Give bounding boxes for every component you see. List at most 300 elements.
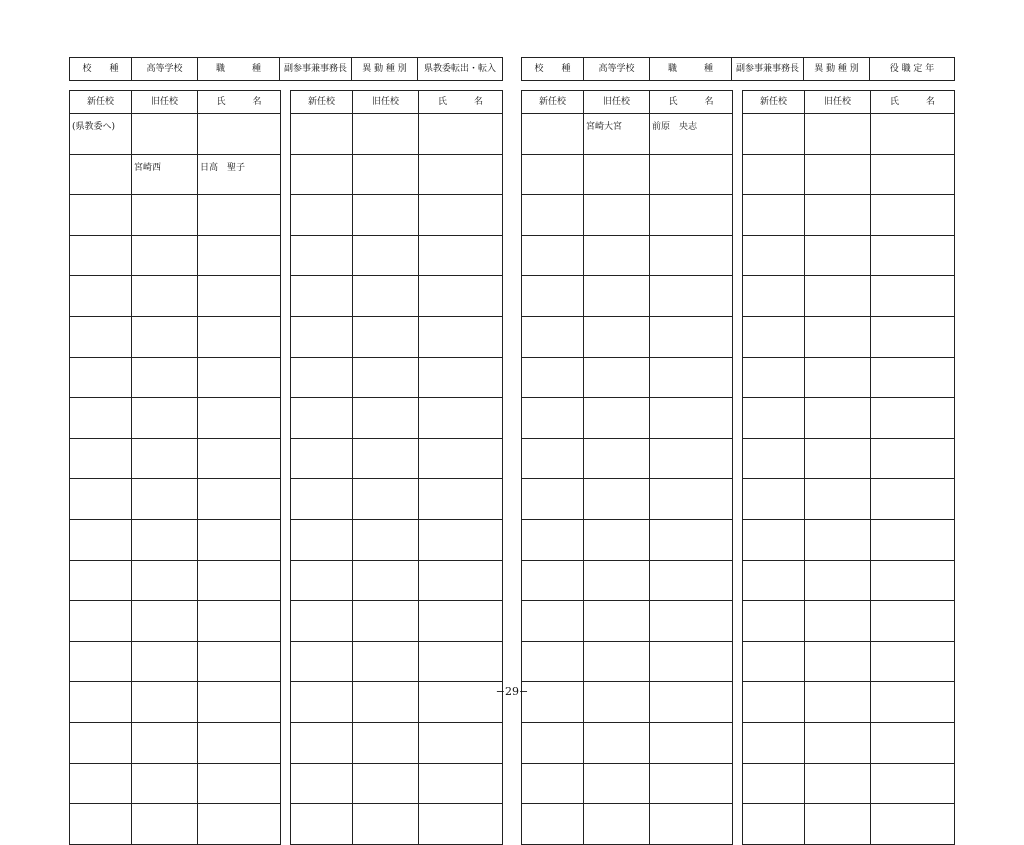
- old-school-cell: [805, 154, 871, 195]
- name-cell: [871, 641, 955, 682]
- table-row: [522, 519, 733, 560]
- new-school-cell: [70, 560, 132, 601]
- old-school-cell: [584, 316, 650, 357]
- name-cell: [419, 438, 503, 479]
- new-school-cell: [291, 114, 353, 155]
- name-cell: [871, 601, 955, 642]
- new-school-cell: [522, 722, 584, 763]
- old-school-cell: [353, 601, 419, 642]
- new-school-cell: [70, 357, 132, 398]
- new-school-cell: [522, 641, 584, 682]
- new-school-cell: [743, 195, 805, 236]
- old-school-cell: [132, 316, 198, 357]
- new-school-header: 新任校: [291, 91, 353, 114]
- new-school-cell: [522, 357, 584, 398]
- name-cell: [650, 601, 733, 642]
- old-school-cell: [353, 235, 419, 276]
- name-cell: [650, 154, 733, 195]
- name-cell: [650, 438, 733, 479]
- name-cell: [419, 316, 503, 357]
- old-school-cell: [353, 195, 419, 236]
- name-cell: 日高 聖子: [198, 154, 281, 195]
- table-row: [291, 641, 503, 682]
- new-school-cell: [291, 357, 353, 398]
- table-row: [743, 114, 955, 155]
- name-cell: [650, 316, 733, 357]
- old-school-cell: [805, 722, 871, 763]
- new-school-cell: [522, 235, 584, 276]
- transfer-type-value: 役 職 定 年: [870, 58, 955, 81]
- left-header-row: [70, 58, 503, 81]
- old-school-cell: [353, 114, 419, 155]
- new-school-cell: [743, 114, 805, 155]
- new-school-cell: [291, 398, 353, 439]
- table-row: [70, 479, 281, 520]
- table-row: [743, 154, 955, 195]
- name-cell: [871, 438, 955, 479]
- old-school-cell: [805, 763, 871, 804]
- old-school-cell: [805, 398, 871, 439]
- old-school-header: 旧任校: [132, 91, 198, 114]
- name-cell: [650, 763, 733, 804]
- old-school-header: 旧任校: [805, 91, 871, 114]
- new-school-cell: [291, 195, 353, 236]
- name-cell: [198, 722, 281, 763]
- table-row: [291, 763, 503, 804]
- school-type-label: 校 種: [70, 58, 132, 81]
- table-row: [291, 479, 503, 520]
- old-school-cell: [584, 763, 650, 804]
- old-school-cell: [132, 722, 198, 763]
- table-row: [70, 763, 281, 804]
- new-school-cell: [522, 316, 584, 357]
- name-cell: [871, 398, 955, 439]
- table-row: [743, 438, 955, 479]
- table-row: [743, 479, 955, 520]
- old-school-cell: [805, 276, 871, 317]
- table-row: [291, 804, 503, 845]
- new-school-cell: [743, 398, 805, 439]
- old-school-cell: [132, 519, 198, 560]
- new-school-header: 新任校: [70, 91, 132, 114]
- old-school-cell: [805, 438, 871, 479]
- table-row: [522, 438, 733, 479]
- name-cell: [650, 804, 733, 845]
- new-school-cell: [291, 722, 353, 763]
- new-school-cell: [291, 519, 353, 560]
- new-school-cell: [522, 276, 584, 317]
- transfer-type-label: 異 動 種 別: [804, 58, 870, 81]
- table-row: [522, 398, 733, 439]
- table-row: [743, 560, 955, 601]
- old-school-cell: [353, 154, 419, 195]
- table-row: [291, 438, 503, 479]
- column-header-row: [291, 91, 503, 114]
- new-school-cell: [291, 763, 353, 804]
- table-row: [743, 398, 955, 439]
- new-school-cell: [291, 154, 353, 195]
- old-school-cell: [353, 763, 419, 804]
- new-school-cell: [743, 560, 805, 601]
- table-row: [291, 560, 503, 601]
- old-school-cell: [584, 438, 650, 479]
- transfer-type-label: 異 動 種 別: [352, 58, 418, 81]
- old-school-cell: [584, 154, 650, 195]
- name-cell: [419, 276, 503, 317]
- table-row: [522, 601, 733, 642]
- new-school-cell: [70, 763, 132, 804]
- name-header: 氏 名: [650, 91, 733, 114]
- school-type-label: 校 種: [522, 58, 584, 81]
- job-type-value: 副参事兼事務長: [280, 58, 352, 81]
- table-row: [291, 316, 503, 357]
- old-school-cell: [805, 114, 871, 155]
- name-cell: [419, 804, 503, 845]
- name-cell: [419, 641, 503, 682]
- new-school-cell: [522, 195, 584, 236]
- old-school-cell: [132, 235, 198, 276]
- table-row: [291, 114, 503, 155]
- old-school-cell: [132, 479, 198, 520]
- new-school-cell: [70, 438, 132, 479]
- name-cell: [198, 195, 281, 236]
- left-header-table: [69, 57, 503, 81]
- new-school-cell: [743, 438, 805, 479]
- table-row: [522, 316, 733, 357]
- name-cell: [871, 316, 955, 357]
- table-row: [743, 641, 955, 682]
- table-row: [291, 722, 503, 763]
- table-row: [70, 114, 281, 155]
- name-cell: [871, 519, 955, 560]
- old-school-cell: [584, 804, 650, 845]
- personnel-table-4: [742, 90, 955, 845]
- new-school-cell: [522, 398, 584, 439]
- old-school-cell: [584, 519, 650, 560]
- old-school-header: 旧任校: [584, 91, 650, 114]
- new-school-cell: [743, 641, 805, 682]
- column-header-row: [522, 91, 733, 114]
- name-cell: [419, 235, 503, 276]
- new-school-cell: [522, 601, 584, 642]
- new-school-cell: [70, 276, 132, 317]
- table-row: [522, 479, 733, 520]
- name-cell: [419, 560, 503, 601]
- name-cell: [871, 722, 955, 763]
- name-cell: [871, 357, 955, 398]
- table-row: [743, 804, 955, 845]
- old-school-cell: [132, 114, 198, 155]
- new-school-cell: [291, 235, 353, 276]
- name-cell: [419, 763, 503, 804]
- new-school-cell: [70, 479, 132, 520]
- job-type-label: 職 種: [650, 58, 732, 81]
- name-cell: [198, 398, 281, 439]
- new-school-cell: [70, 519, 132, 560]
- table-row: [522, 195, 733, 236]
- old-school-cell: [805, 357, 871, 398]
- old-school-cell: [805, 316, 871, 357]
- old-school-cell: [132, 195, 198, 236]
- table-row: [522, 114, 733, 155]
- new-school-cell: [70, 722, 132, 763]
- name-cell: [650, 357, 733, 398]
- old-school-cell: [132, 398, 198, 439]
- table-row: [70, 560, 281, 601]
- name-header: 氏 名: [871, 91, 955, 114]
- name-cell: [198, 357, 281, 398]
- new-school-cell: (県教委へ): [70, 114, 132, 155]
- name-cell: [871, 114, 955, 155]
- school-type-value: 高等学校: [584, 58, 650, 81]
- table-row: [70, 235, 281, 276]
- new-school-cell: [70, 195, 132, 236]
- old-school-cell: [353, 804, 419, 845]
- old-school-cell: [584, 479, 650, 520]
- table-row: [70, 438, 281, 479]
- right-header-table: [521, 57, 955, 81]
- old-school-cell: [805, 601, 871, 642]
- old-school-cell: 宮崎大宮: [584, 114, 650, 155]
- table-row: [522, 641, 733, 682]
- table-row: [70, 357, 281, 398]
- table-row: [291, 235, 503, 276]
- job-type-label: 職 種: [198, 58, 280, 81]
- name-cell: [198, 114, 281, 155]
- old-school-cell: [132, 804, 198, 845]
- new-school-cell: [743, 357, 805, 398]
- name-cell: [198, 479, 281, 520]
- new-school-cell: [70, 804, 132, 845]
- new-school-cell: [743, 804, 805, 845]
- new-school-cell: [522, 763, 584, 804]
- column-header-row: [743, 91, 955, 114]
- name-cell: [419, 114, 503, 155]
- table-row: [70, 398, 281, 439]
- table-row: [522, 722, 733, 763]
- table-row: [743, 195, 955, 236]
- old-school-cell: [584, 560, 650, 601]
- table-row: [70, 276, 281, 317]
- table-row: [70, 195, 281, 236]
- table-row: [70, 154, 281, 195]
- name-cell: 前原 央志: [650, 114, 733, 155]
- old-school-cell: [132, 641, 198, 682]
- name-cell: [871, 235, 955, 276]
- old-school-cell: [805, 804, 871, 845]
- new-school-cell: [743, 519, 805, 560]
- table-row: [70, 519, 281, 560]
- table-row: [743, 357, 955, 398]
- old-school-header: 旧任校: [353, 91, 419, 114]
- new-school-cell: [70, 154, 132, 195]
- name-cell: [198, 641, 281, 682]
- new-school-cell: [70, 641, 132, 682]
- new-school-cell: [522, 438, 584, 479]
- name-cell: [650, 519, 733, 560]
- name-cell: [871, 763, 955, 804]
- name-cell: [650, 276, 733, 317]
- table-row: [743, 519, 955, 560]
- old-school-cell: [805, 195, 871, 236]
- table-row: [522, 357, 733, 398]
- old-school-cell: [584, 398, 650, 439]
- table-row: [291, 195, 503, 236]
- new-school-cell: [291, 438, 353, 479]
- old-school-cell: [132, 357, 198, 398]
- name-cell: [871, 195, 955, 236]
- old-school-cell: [584, 235, 650, 276]
- table-row: [522, 560, 733, 601]
- new-school-header: 新任校: [743, 91, 805, 114]
- new-school-cell: [743, 479, 805, 520]
- new-school-cell: [743, 601, 805, 642]
- name-cell: [198, 804, 281, 845]
- old-school-cell: [353, 641, 419, 682]
- name-cell: [198, 519, 281, 560]
- table-row: [522, 154, 733, 195]
- table-row: [70, 804, 281, 845]
- page-number: −29−: [495, 685, 529, 698]
- old-school-cell: [132, 276, 198, 317]
- table-row: [743, 722, 955, 763]
- old-school-cell: [132, 763, 198, 804]
- table-row: [743, 316, 955, 357]
- name-cell: [419, 398, 503, 439]
- old-school-cell: [353, 357, 419, 398]
- name-cell: [198, 560, 281, 601]
- table-row: [743, 601, 955, 642]
- name-cell: [871, 804, 955, 845]
- old-school-cell: [132, 438, 198, 479]
- name-cell: [419, 722, 503, 763]
- name-cell: [650, 398, 733, 439]
- name-cell: [198, 235, 281, 276]
- name-cell: [650, 235, 733, 276]
- name-cell: [650, 722, 733, 763]
- name-cell: [650, 641, 733, 682]
- table-row: [70, 722, 281, 763]
- old-school-cell: [353, 560, 419, 601]
- old-school-cell: [353, 438, 419, 479]
- table-row: [743, 276, 955, 317]
- new-school-cell: [743, 154, 805, 195]
- new-school-cell: [743, 235, 805, 276]
- name-cell: [871, 276, 955, 317]
- personnel-table-1: [69, 90, 281, 845]
- table-row: [743, 763, 955, 804]
- old-school-cell: [805, 479, 871, 520]
- old-school-cell: [353, 479, 419, 520]
- name-header: 氏 名: [419, 91, 503, 114]
- name-cell: [871, 560, 955, 601]
- table-row: [70, 641, 281, 682]
- name-cell: [419, 357, 503, 398]
- name-cell: [650, 195, 733, 236]
- old-school-cell: [584, 357, 650, 398]
- new-school-cell: [522, 114, 584, 155]
- new-school-cell: [291, 276, 353, 317]
- school-type-value: 高等学校: [132, 58, 198, 81]
- new-school-cell: [291, 316, 353, 357]
- table-row: [291, 398, 503, 439]
- transfer-type-value: 県教委転出・転入: [418, 58, 503, 81]
- table-row: [522, 804, 733, 845]
- new-school-header: 新任校: [522, 91, 584, 114]
- old-school-cell: [353, 316, 419, 357]
- old-school-cell: [584, 601, 650, 642]
- table-row: [291, 519, 503, 560]
- name-cell: [198, 438, 281, 479]
- new-school-cell: [743, 316, 805, 357]
- name-cell: [650, 560, 733, 601]
- name-cell: [871, 154, 955, 195]
- old-school-cell: 宮崎西: [132, 154, 198, 195]
- name-cell: [419, 519, 503, 560]
- new-school-cell: [522, 560, 584, 601]
- table-row: [291, 601, 503, 642]
- name-cell: [198, 601, 281, 642]
- name-cell: [419, 195, 503, 236]
- old-school-cell: [584, 722, 650, 763]
- table-row: [291, 357, 503, 398]
- table-row: [70, 601, 281, 642]
- new-school-cell: [743, 763, 805, 804]
- old-school-cell: [805, 519, 871, 560]
- name-header: 氏 名: [198, 91, 281, 114]
- old-school-cell: [132, 560, 198, 601]
- job-type-value: 副参事兼事務長: [732, 58, 804, 81]
- personnel-table-3: [521, 90, 733, 845]
- new-school-cell: [522, 154, 584, 195]
- old-school-cell: [584, 641, 650, 682]
- new-school-cell: [743, 276, 805, 317]
- table-row: [291, 276, 503, 317]
- old-school-cell: [805, 641, 871, 682]
- old-school-cell: [584, 276, 650, 317]
- old-school-cell: [353, 722, 419, 763]
- new-school-cell: [291, 601, 353, 642]
- new-school-cell: [291, 641, 353, 682]
- name-cell: [419, 479, 503, 520]
- name-cell: [198, 276, 281, 317]
- column-header-row: [70, 91, 281, 114]
- name-cell: [650, 479, 733, 520]
- old-school-cell: [353, 276, 419, 317]
- new-school-cell: [291, 560, 353, 601]
- old-school-cell: [805, 560, 871, 601]
- table-row: [743, 235, 955, 276]
- table-row: [522, 276, 733, 317]
- old-school-cell: [353, 519, 419, 560]
- name-cell: [871, 479, 955, 520]
- new-school-cell: [70, 316, 132, 357]
- old-school-cell: [805, 235, 871, 276]
- new-school-cell: [70, 235, 132, 276]
- table-row: [522, 763, 733, 804]
- table-row: [70, 316, 281, 357]
- table-row: [291, 154, 503, 195]
- old-school-cell: [132, 601, 198, 642]
- new-school-cell: [70, 398, 132, 439]
- name-cell: [198, 316, 281, 357]
- old-school-cell: [353, 398, 419, 439]
- right-header-row: [522, 58, 955, 81]
- new-school-cell: [743, 722, 805, 763]
- name-cell: [419, 154, 503, 195]
- new-school-cell: [291, 804, 353, 845]
- table-row: [522, 235, 733, 276]
